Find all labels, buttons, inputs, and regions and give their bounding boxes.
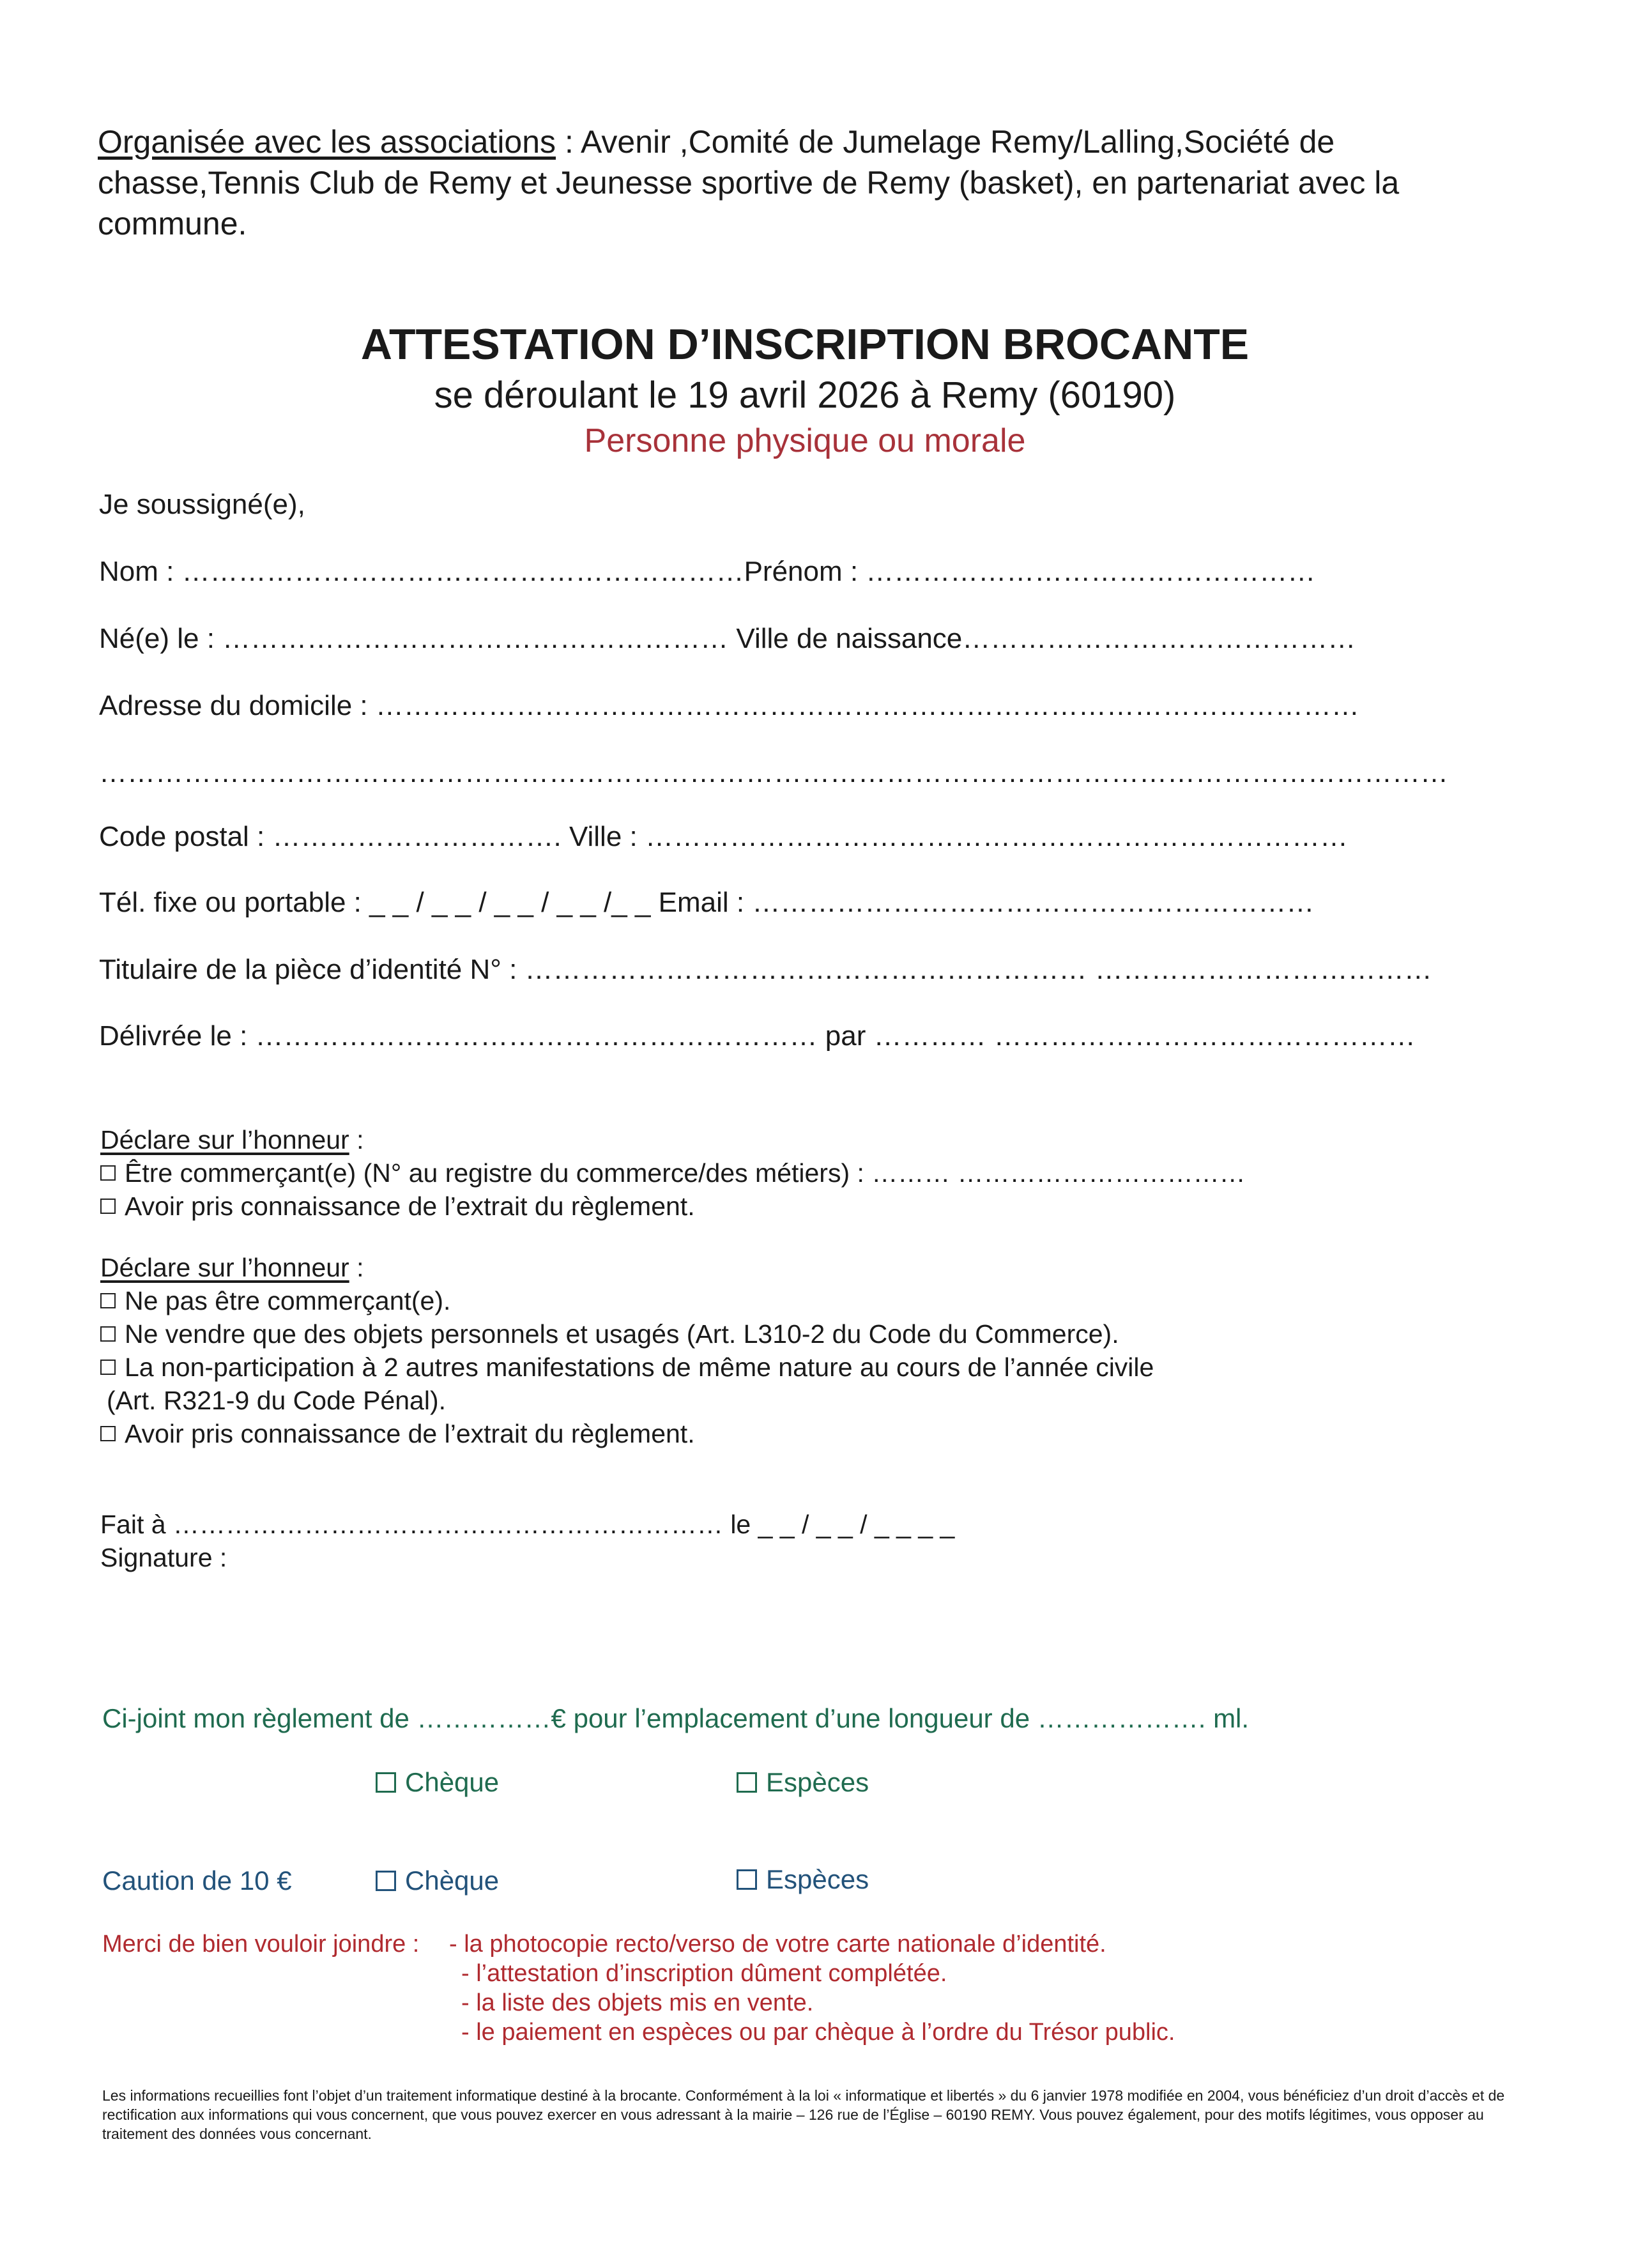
delivree-field[interactable]: Délivrée le : …………………………………………………… par ………… ……………………………………… bbox=[99, 1020, 1416, 1052]
declaration-heading: Déclare sur l’honneur : bbox=[100, 1125, 364, 1154]
merci-label: Merci de bien vouloir joindre : bbox=[102, 1931, 420, 1958]
fait-a-field[interactable]: Fait à ……………………………………………………… le _ _ / _ _ / _ _ _ _ bbox=[100, 1510, 955, 1539]
cheque-option[interactable]: Chèque bbox=[376, 1767, 499, 1798]
privacy-notice: Les informations recueillies font l’objet d’un traitement informatique destiné à la brocante. Conformément à la loi « informatique et libertés » du 6 janvier 1978 modifiée en 2004, vous bénéficiez d’un droit d’accès et de rectification aux informations qui vous concernent, que vous pouvez exercer en vous adressant à la mairie – 126 rue de l’Église – 60190 REMY. Vous pouvez également, pour des motifs légitimes, vous opposer au traitement des données vous concernant. bbox=[102, 2087, 1505, 2142]
intro-label: Organisée avec les associations bbox=[98, 124, 556, 160]
checkbox-row[interactable]: Avoir pris connaissance de l’extrait du règlement. bbox=[100, 1417, 1154, 1450]
checkbox-icon[interactable] bbox=[100, 1165, 116, 1181]
checkbox-icon[interactable] bbox=[737, 1772, 757, 1793]
telephone-email-field[interactable]: Tél. fixe ou portable : _ _ / _ _ / _ _ / _ _ /_ _ Email : …………………………………………………… bbox=[99, 887, 1315, 918]
checkbox-row[interactable]: Être commerçant(e) (N° au registre du commerce/des métiers) : ……… …………………………… bbox=[100, 1156, 1246, 1190]
merci-item: - le paiement en espèces ou par chèque à l’ordre du Trésor public. bbox=[461, 2019, 1175, 2046]
code-postal-ville-field[interactable]: Code postal : …………………………. Ville : ………………………………………………………………… bbox=[99, 821, 1348, 852]
reglement-line[interactable]: Ci-joint mon règlement de ……………€ pour l’emplacement d’une longueur de ………………. ml. bbox=[102, 1703, 1250, 1733]
checkbox-row[interactable]: Avoir pris connaissance de l’extrait du règlement. bbox=[100, 1190, 1246, 1223]
checkbox-icon[interactable] bbox=[376, 1772, 396, 1793]
checkbox-row-continuation: (Art. R321-9 du Code Pénal). bbox=[107, 1386, 446, 1415]
intro-paragraph bbox=[98, 121, 1535, 244]
checkbox-icon[interactable] bbox=[376, 1871, 396, 1891]
merci-item: - la liste des objets mis en vente. bbox=[461, 1989, 814, 2016]
declaration-commercant bbox=[100, 1123, 1246, 1223]
page-title: ATTESTATION D’INSCRIPTION BROCANTE bbox=[360, 320, 1250, 369]
caution-label: Caution de 10 € bbox=[102, 1866, 292, 1896]
checkbox-icon[interactable] bbox=[100, 1360, 116, 1375]
checkbox-row[interactable]: Ne vendre que des objets personnels et usagés (Art. L310-2 du Code du Commerce). bbox=[100, 1317, 1154, 1351]
merci-item: - la photocopie recto/verso de votre carte nationale d’identité. bbox=[449, 1931, 1106, 1958]
adresse-field-line2[interactable]: ……………………………………………………………………………………………………………………………… bbox=[99, 757, 1448, 788]
checkbox-icon[interactable] bbox=[100, 1426, 116, 1441]
caution-cheque-option[interactable]: Chèque bbox=[376, 1866, 499, 1896]
event-date-line: se déroulant le 19 avril 2026 à Remy (60190) bbox=[434, 374, 1176, 416]
soussigne-label: Je soussigné(e), bbox=[99, 489, 305, 520]
checkbox-icon[interactable] bbox=[100, 1293, 116, 1308]
signature-label: Signature : bbox=[100, 1543, 227, 1572]
piece-identite-field[interactable]: Titulaire de la pièce d’identité N° : …………………………………………………… ……………………………… bbox=[99, 954, 1432, 985]
merci-item: - l’attestation d’inscription dûment complétée. bbox=[461, 1960, 947, 1987]
checkbox-icon[interactable] bbox=[737, 1869, 757, 1890]
checkbox-icon[interactable] bbox=[100, 1326, 116, 1342]
naissance-field[interactable]: Né(e) le : ……………………………………………… Ville de naissance…………………………………… bbox=[99, 623, 1356, 654]
nom-prenom-field[interactable]: Nom : ……………………………………………………Prénom : ………………………………………… bbox=[99, 556, 1316, 587]
especes-option[interactable]: Espèces bbox=[737, 1767, 869, 1798]
checkbox-row[interactable]: Ne pas être commerçant(e). bbox=[100, 1284, 1154, 1317]
checkbox-icon[interactable] bbox=[100, 1199, 116, 1214]
intro-text: : Avenir ,Comité de Jumelage Remy/Lalling,Société de chasse,Tennis Club de Remy et Jeunesse sportive de Remy (basket), en partenariat avec la commune. bbox=[98, 124, 1400, 241]
declaration-heading: Déclare sur l’honneur : bbox=[100, 1253, 364, 1282]
person-type-line: Personne physique ou morale bbox=[584, 422, 1026, 459]
checkbox-row[interactable]: La non-participation à 2 autres manifestations de même nature au cours de l’année civile bbox=[100, 1351, 1154, 1384]
adresse-field[interactable]: Adresse du domicile : …………………………………………………………………………………………… bbox=[99, 690, 1359, 721]
caution-especes-option[interactable]: Espèces bbox=[737, 1864, 869, 1895]
declaration-non-commercant bbox=[100, 1251, 1154, 1450]
